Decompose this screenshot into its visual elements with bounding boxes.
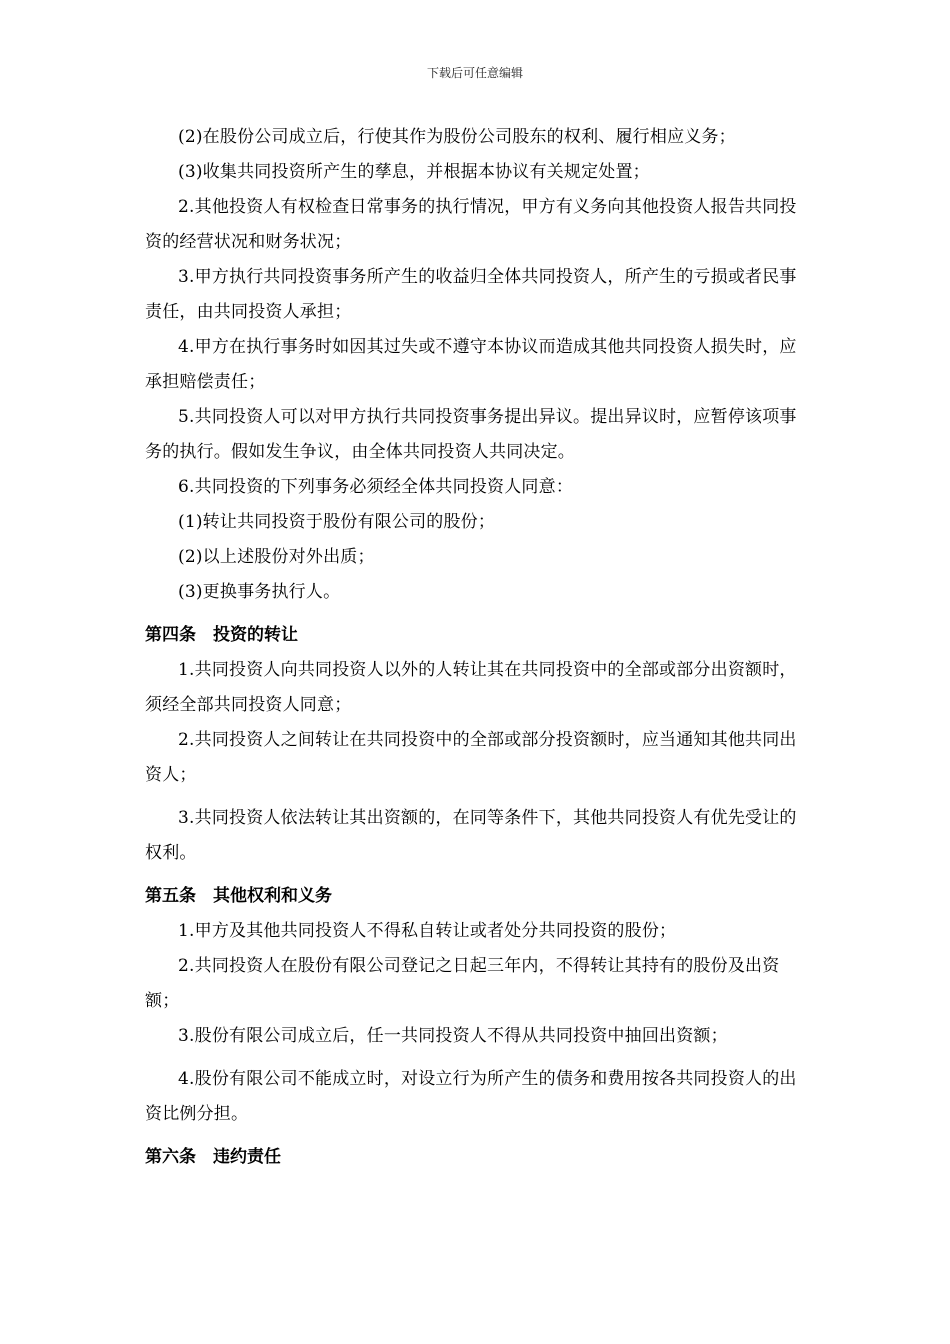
paragraph: 4.甲方在执行事务时如因其过失或不遵守本协议而造成其他共同投资人损失时，应承担赔偿责任； (145, 337, 797, 392)
section4-item: 1.共同投资人向共同投资人以外的人转让其在共同投资中的全部或部分出资额时，须经全部共同投资人同意； (145, 660, 797, 715)
page-header: 下载后可任意编辑 (426, 66, 523, 80)
section-heading-5: 第五条 其他权利和义务 (145, 886, 332, 906)
section4-item: 2.共同投资人之间转让在共同投资中的全部或部分投资额时，应当通知其他共同出资人； (145, 730, 797, 785)
section5-item: 1.甲方及其他共同投资人不得私自转让或者处分共同投资的股份； (178, 921, 677, 941)
paragraph: 6.共同投资的下列事务必须经全体共同投资人同意： (178, 477, 574, 497)
section5-item: 4.股份有限公司不能成立时，对设立行为所产生的债务和费用按各共同投资人的出资比例分担。 (145, 1069, 797, 1124)
section-heading-4: 第四条 投资的转让 (145, 625, 298, 645)
section4-item: 3.共同投资人依法转让其出资额的，在同等条件下，其他共同投资人有优先受让的权利。 (145, 808, 797, 863)
paragraph: 2.其他投资人有权检查日常事务的执行情况，甲方有义务向其他投资人报告共同投资的经营状况和财务状况； (145, 197, 797, 252)
document-body (145, 120, 809, 1175)
paragraph: (3)更换事务执行人。 (178, 582, 341, 602)
section-heading-6: 第六条 违约责任 (145, 1147, 281, 1167)
paragraph: 5.共同投资人可以对甲方执行共同投资事务提出异议。提出异议时，应暂停该项事务的执行。假如发生争议，由全体共同投资人共同决定。 (145, 407, 797, 462)
section5-item: 3.股份有限公司成立后，任一共同投资人不得从共同投资中抽回出资额； (178, 1026, 728, 1046)
paragraph: (1)转让共同投资于股份有限公司的股份； (178, 512, 496, 532)
section5-item: 2.共同投资人在股份有限公司登记之日起三年内，不得转让其持有的股份及出资额； (145, 956, 780, 1011)
paragraph: (2)以上述股份对外出质； (178, 547, 375, 567)
paragraph: (3)收集共同投资所产生的孳息，并根据本协议有关规定处置； (178, 162, 650, 182)
paragraph: 3.甲方执行共同投资事务所产生的收益归全体共同投资人，所产生的亏损或者民事责任，由共同投资人承担； (145, 267, 797, 322)
paragraph: (2)在股份公司成立后，行使其作为股份公司股东的权利、履行相应义务； (178, 127, 736, 147)
